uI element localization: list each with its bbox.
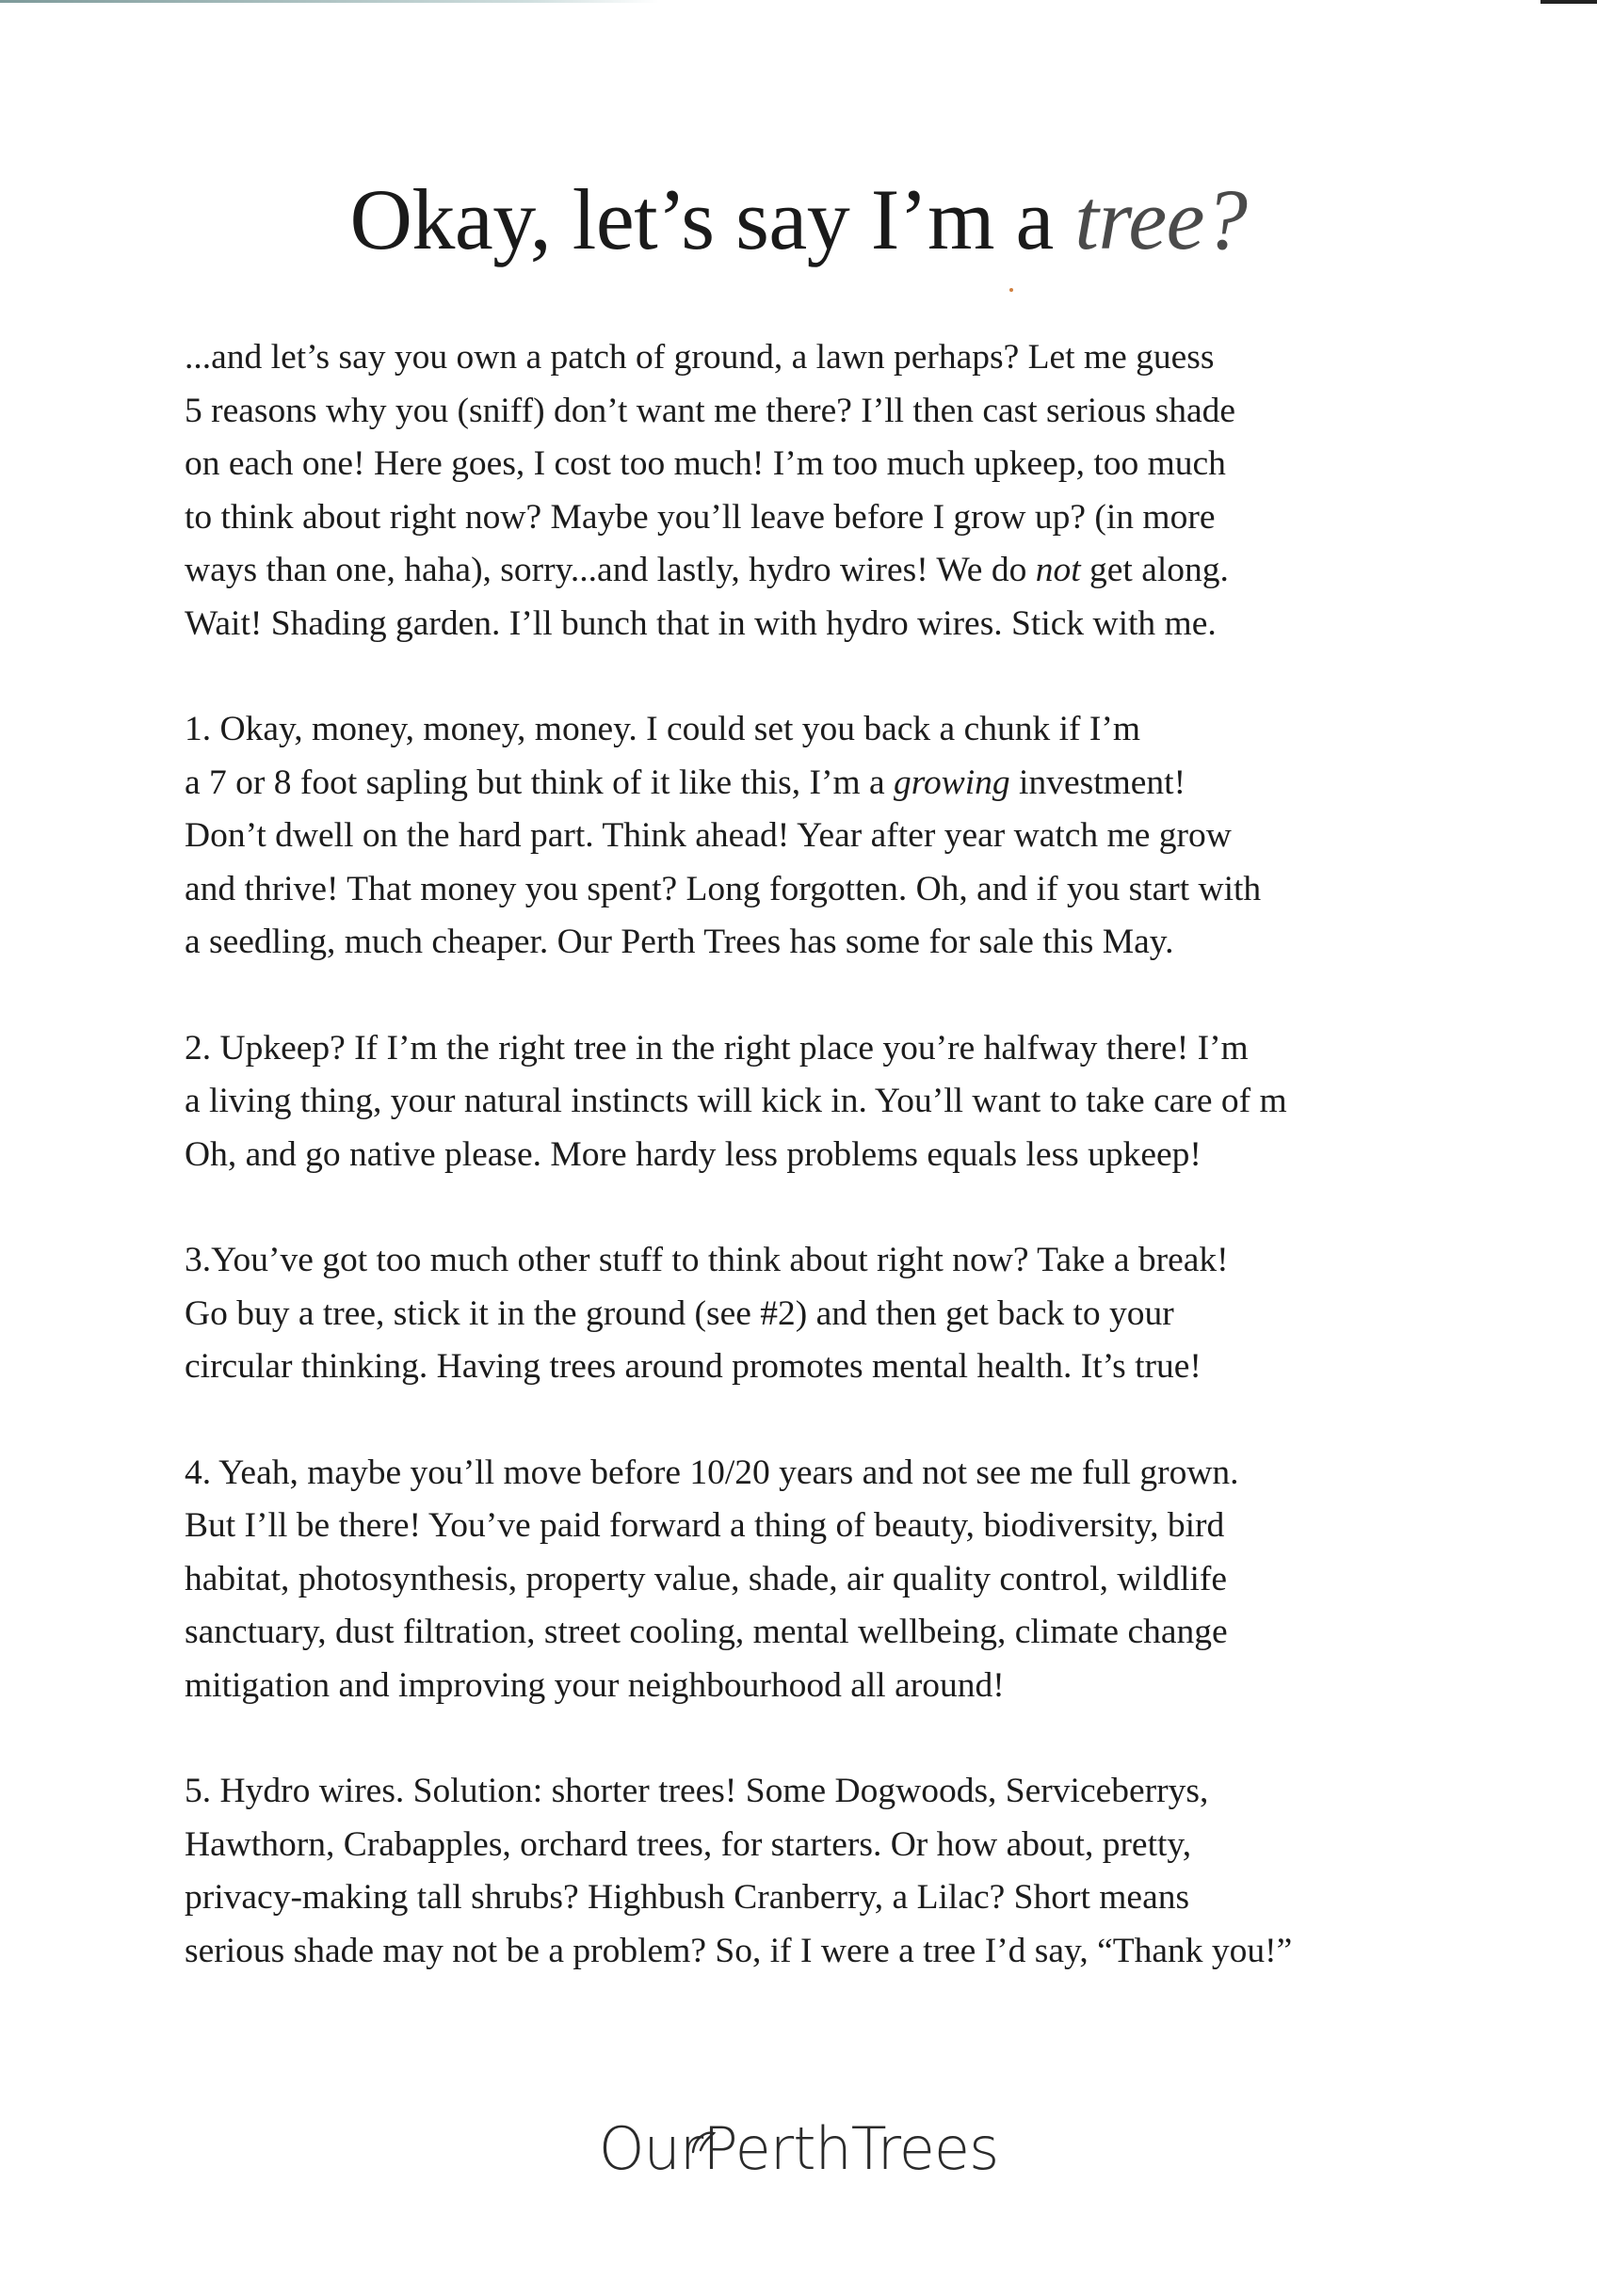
title-emphasis: tree? <box>1074 171 1248 267</box>
reason-1-line2-emphasis: growing <box>894 763 1010 802</box>
reason-5-paragraph <box>185 1765 1409 1978</box>
reason-1-paragraph <box>185 703 1409 970</box>
reason-1-line <box>185 757 1409 811</box>
reason-2-paragraph <box>185 1022 1409 1182</box>
reason-5-line: privacy-making tall shrubs? Highbush Cranberry, a Lilac? Short means <box>185 1878 1190 1917</box>
intro-line <box>185 544 1409 598</box>
reason-3-line: circular thinking. Having trees around promotes mental health. It’s true! <box>185 1347 1202 1386</box>
our-perth-trees-logo <box>0 2114 1597 2183</box>
reason-1-line: Don’t dwell on the hard part. Think ahead! Year after year watch me grow <box>185 816 1232 855</box>
reason-2-line: a living thing, your natural instincts will kick in. You’ll want to take care of m <box>185 1082 1287 1120</box>
reason-3-paragraph <box>185 1234 1409 1394</box>
logo-text-perthtrees: PerthTrees <box>702 2114 999 2183</box>
intro-line5-end: get along. <box>1080 551 1229 589</box>
intro-line5-start: ways than one, haha), sorry...and lastly, hydro wires! We do <box>185 551 1036 589</box>
reason-3-line: Go buy a tree, stick it in the ground (see #2) and then get back to your <box>185 1293 1174 1333</box>
reason-4-line: mitigation and improving your neighbourhood all around! <box>185 1665 1005 1705</box>
intro-line: Wait! Shading garden. I’ll bunch that in with hydro wires. Stick with me. <box>185 603 1217 643</box>
orange-speck <box>1009 288 1013 292</box>
reason-5-line: serious shade may not be a problem? So, if I were a tree I’d say, “Thank you!” <box>185 1931 1293 1970</box>
body-text <box>185 331 1409 2031</box>
reason-4-line: 4. Yeah, maybe you’ll move before 10/20 years and not see me full grown. <box>185 1453 1239 1492</box>
reason-2-line: Oh, and go native please. More hardy less problems equals less upkeep! <box>185 1134 1202 1174</box>
logo-text-our: Our <box>598 2114 703 2183</box>
intro-line5-emphasis: not <box>1035 551 1081 589</box>
reason-4-line: sanctuary, dust filtration, street cooling, mental wellbeing, climate change <box>185 1613 1228 1651</box>
reason-3-line: 3.You’ve got too much other stuff to think about right now? Take a break! <box>185 1241 1229 1279</box>
reason-4-line: But I’ll be there! You’ve paid forward a thing of beauty, biodiversity, bird <box>185 1506 1225 1545</box>
reason-1-line: a seedling, much cheaper. Our Perth Trees has some for sale this May. <box>185 923 1174 961</box>
intro-line: 5 reasons why you (sniff) don’t want me there? I’ll then cast serious shade <box>185 391 1236 430</box>
page-title <box>0 168 1597 271</box>
reason-1-line2-end: investment! <box>1009 763 1186 802</box>
reason-4-line: habitat, photosynthesis, property value, shade, air quality control, wildlife <box>185 1559 1228 1598</box>
intro-paragraph <box>185 331 1409 650</box>
reason-5-line: 5. Hydro wires. Solution: shorter trees! Some Dogwoods, Serviceberrys, <box>185 1772 1209 1810</box>
intro-line: to think about right now? Maybe you’ll leave before I grow up? (in more <box>185 497 1216 537</box>
reason-2-line: 2. Upkeep? If I’m the right tree in the right place you’re halfway there! I’m <box>185 1028 1249 1068</box>
reason-1-line: and thrive! That money you spent? Long forgotten. Oh, and if you start with <box>185 869 1262 908</box>
reason-4-paragraph <box>185 1447 1409 1713</box>
intro-line: ...and let’s say you own a patch of ground, a lawn perhaps? Let me guess <box>185 338 1215 377</box>
title-prefix: Okay, let’s say I’m a <box>349 171 1075 267</box>
reason-1-line2-start: a 7 or 8 foot sapling but think of it like this, I’m a <box>185 763 895 802</box>
reason-1-line: 1. Okay, money, money, money. I could set you back a chunk if I’m <box>185 710 1141 748</box>
intro-line: on each one! Here goes, I cost too much! I’m too much upkeep, too much <box>185 444 1226 483</box>
reason-5-line: Hawthorn, Crabapples, orchard trees, for starters. Or how about, pretty, <box>185 1824 1192 1864</box>
